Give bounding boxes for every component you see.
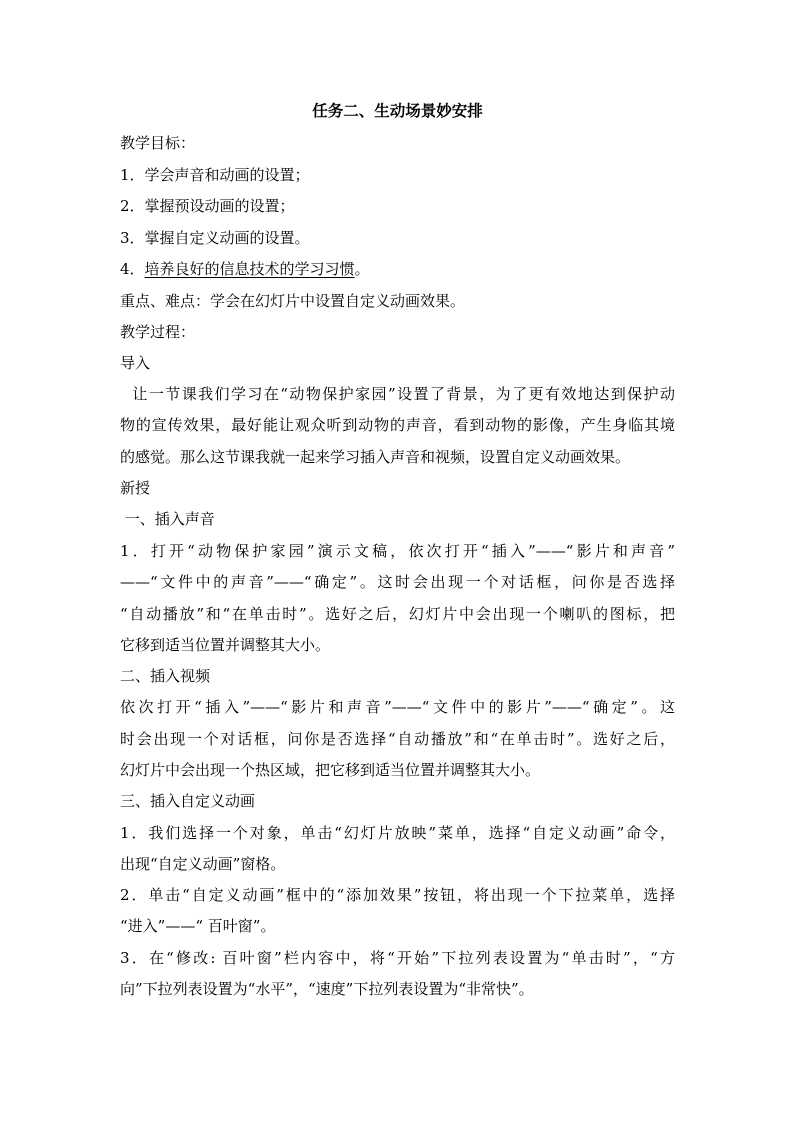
document-title: 任务二、生动场景妙安排 xyxy=(312,101,483,120)
section2-line: 时会出现一个对话框，问你是否选择“自动播放”和“在单击时”。选好之后， xyxy=(120,730,675,748)
goal-item-4 xyxy=(120,259,370,279)
section3-line: “进入”——“ 百叶窗”。 xyxy=(120,917,276,935)
section3-line: 出现“自定义动画”窗格。 xyxy=(120,855,286,873)
goal-text-underlined: 培养良好的信息技术的学习习惯 xyxy=(144,260,355,278)
goal-number: 2． xyxy=(120,197,145,215)
section2-line: 幻灯片中会出现一个热区域，把它移到适当位置并调整其大小。 xyxy=(120,761,541,779)
goal-text-tail: 。 xyxy=(354,260,370,278)
goal-item-3 xyxy=(120,228,310,248)
goal-item-1 xyxy=(120,165,310,185)
intro-heading: 导入 xyxy=(120,354,151,372)
process-heading: 教学过程： xyxy=(120,323,196,341)
goal-text: 掌握预设动画的设置； xyxy=(144,197,295,215)
section1-line: “自动播放”和“在单击时”。选好之后，幻灯片中会出现一个喇叭的图标，把 xyxy=(120,605,675,623)
section2-line: 依次打开“插入”——“影片和声音”——“文件中的影片”——“确定”。这 xyxy=(120,698,675,716)
goal-text: 掌握自定义动画的设置。 xyxy=(144,229,310,247)
intro-paragraph-line: 让一节课我们学习在“动物保护家园”设置了背景，为了更有效地达到保护动 xyxy=(120,385,675,403)
section3-line: 1．我们选择一个对象，单击“幻灯片放映”菜单，选择“自定义动画”命令， xyxy=(120,824,675,842)
goal-text: 学会声音和动画的设置； xyxy=(144,166,310,184)
section1-line: 它移到适当位置并调整其大小。 xyxy=(120,636,331,654)
goal-number: 3． xyxy=(120,229,145,247)
key-points: 重点、难点：学会在幻灯片中设置自定义动画效果。 xyxy=(120,292,466,310)
section3-heading: 三、插入自定义动画 xyxy=(120,792,256,810)
section3-line: 3．在“修改: 百叶窗”栏内容中，将“开始”下拉列表设置为“单击时”，“方 xyxy=(120,949,675,967)
goal-number: 1． xyxy=(120,166,145,184)
new-heading: 新授 xyxy=(120,479,151,497)
section3-line: 2．单击“自定义动画”框中的“添加效果”按钮，将出现一个下拉菜单，选择 xyxy=(120,886,675,904)
section1-heading: 一、插入声音 xyxy=(120,510,215,528)
goal-item-2 xyxy=(120,196,295,216)
section3-line: 向”下拉列表设置为“水平”，“速度”下拉列表设置为“非常快”。 xyxy=(120,980,534,998)
goals-heading: 教学目标： xyxy=(120,134,196,152)
section2-heading: 二、插入视频 xyxy=(120,667,211,685)
goal-number: 4． xyxy=(120,260,145,278)
intro-paragraph-line: 物的宣传效果，最好能让观众听到动物的声音，看到动物的影像，产生身临其境 xyxy=(120,416,675,434)
intro-paragraph-line: 的感觉。那么这节课我就一起来学习插入声音和视频，设置自定义动画效果。 xyxy=(120,448,631,466)
section1-line: ——“文件中的声音”——“确定”。这时会出现一个对话框，问你是否选择 xyxy=(120,573,675,591)
section1-line: 1．打开“动物保护家园”演示文稿，依次打开“插入”——“影片和声音” xyxy=(120,542,675,560)
